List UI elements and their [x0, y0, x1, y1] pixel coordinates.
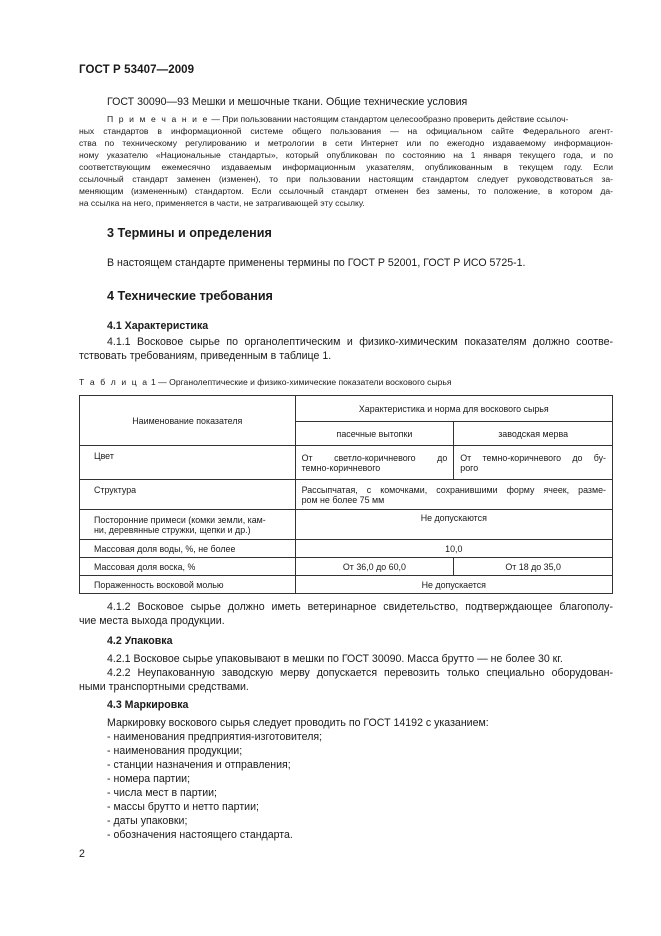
list-item: - наименования продукции;: [107, 745, 243, 757]
paragraph-4-2-2-line-1: 4.2.2 Неупакованную заводскую мерву допускается перевозить только специально оборудован-: [107, 667, 613, 679]
section-4-title: 4 Технические требования: [107, 289, 273, 303]
row-structure-value: Рассыпчатая, с комочками, сохранившими форму ячеек, разме- ром не более 75 мм: [295, 480, 612, 510]
row-wax-apiary: От 36,0 до 60,0: [295, 558, 454, 576]
note-line-8: на ссылка на него, применяется в части, не затрагивающей эту ссылку.: [79, 198, 365, 208]
note-line-6: ссылочный стандарт заменен (изменен), то при пользовании настоящим стандартом следует руководствоваться за-: [79, 174, 613, 184]
row-wax-factory: От 18 до 35,0: [454, 558, 613, 576]
table-header-row-1: [80, 396, 613, 422]
page-number: 2: [79, 848, 85, 860]
table-caption-label: Т а б л и ц а: [79, 377, 149, 387]
section-3-title: 3 Термины и определения: [107, 226, 272, 240]
list-item: - числа мест в партии;: [107, 787, 217, 799]
row-color-factory: От темно-коричневого до бу- рого: [454, 446, 613, 480]
document-code-header: ГОСТ Р 53407—2009: [79, 64, 195, 76]
list-item: - станции назначения и отправления;: [107, 759, 291, 771]
paragraph-4-2-1: 4.2.1 Восковое сырье упаковывают в мешки по ГОСТ 30090. Масса брутто — не более 30 кг.: [107, 653, 563, 665]
list-item: - массы брутто и нетто партии;: [107, 801, 259, 813]
note-line-4: ному указателю «Национальные стандарты», который опубликован по состоянию на 1 января текущего года, и по: [79, 150, 613, 160]
subsection-4-3-title: 4.3 Маркировка: [107, 699, 189, 711]
section-3-text: В настоящем стандарте применены термины по ГОСТ Р 52001, ГОСТ Р ИСО 5725-1.: [107, 257, 526, 269]
note-line-5: соответствующим ежемесячно издаваемым информационным указателям, опубликованным в текущем году. Если: [79, 162, 613, 172]
paragraph-4-1-1-line-2: тствовать требованиям, приведенным в таблице 1.: [79, 350, 332, 362]
table-row-water: [80, 540, 613, 558]
list-item: - номера партии;: [107, 773, 191, 785]
paragraph-4-1-2-line-1: 4.1.2 Восковое сырье должно иметь ветеринарное свидетельство, подтверждающее благополу-: [107, 601, 613, 613]
table-head-factory-merva: заводская мерва: [454, 422, 613, 446]
row-moth-value: Не допускается: [295, 576, 612, 594]
note-line-7: меняющим (измененным) стандартом. Если ссылочный стандарт отменен без замены, то положение, в котором да-: [79, 186, 613, 196]
table-row-impurities: [80, 510, 613, 540]
list-item: - наименования предприятия-изготовителя;: [107, 731, 323, 743]
paragraph-4-2-2-line-2: ными транспортными средствами.: [79, 681, 249, 693]
note-line-3: ства по техническому регулированию и метрологии в сети Интернет или по ежегодно издаваемому информацион-: [79, 138, 613, 148]
paragraph-4-1-1-line-1: 4.1.1 Восковое сырье по органолептическим и физико-химическим показателям должно соотве-: [107, 336, 613, 348]
table-1: [79, 395, 613, 594]
subsection-4-1-title: 4.1 Характеристика: [107, 320, 209, 332]
reference-gost-30090: ГОСТ 30090—93 Мешки и мешочные ткани. Общие технические условия: [107, 96, 468, 108]
table-row-color: [80, 446, 613, 480]
row-impurities-name: Посторонние примеси (комки земли, кам- ни, деревянные стружки, щепки и др.): [80, 510, 296, 540]
row-color-name: Цвет: [80, 446, 296, 480]
paragraph-4-1-2-line-2: чие места выхода продукции.: [79, 615, 225, 627]
paragraph-4-3-intro: Маркировку воскового сырья следует проводить по ГОСТ 14192 с указанием:: [107, 717, 489, 729]
note-line-1: П р и м е ч а н и е — При пользовании настоящим стандартом целесообразно проверить действие ссылоч-: [107, 114, 569, 124]
table-row-moth: [80, 576, 613, 594]
row-water-name: Массовая доля воды, %, не более: [80, 540, 296, 558]
row-water-value: 10,0: [295, 540, 612, 558]
row-structure-name: Структура: [80, 480, 296, 510]
list-item: - обозначения настоящего стандарта.: [107, 829, 293, 841]
row-wax-name: Массовая доля воска, %: [80, 558, 296, 576]
table-head-apiary-melts: пасечные вытопки: [295, 422, 454, 446]
table-row-wax: [80, 558, 613, 576]
table-caption: Т а б л и ц а 1 — Органолептические и физико-химические показатели воскового сырья: [79, 377, 452, 387]
table-row-structure: [80, 480, 613, 510]
row-moth-name: Пораженность восковой молью: [80, 576, 296, 594]
note-line-2: ных стандартов в информационной системе общего пользования — на официальном сайте Федерального агент-: [79, 126, 613, 136]
note-label: П р и м е ч а н и е: [107, 114, 209, 124]
table-head-indicator-name: Наименование показателя: [80, 396, 296, 446]
row-impurities-value: Не допускаются: [295, 510, 612, 540]
subsection-4-2-title: 4.2 Упаковка: [107, 635, 173, 647]
list-item: - даты упаковки;: [107, 815, 188, 827]
table-head-characteristic-group: Характеристика и норма для воскового сырья: [295, 396, 612, 422]
row-color-apiary: От светло-коричневого до темно-коричневого: [295, 446, 454, 480]
